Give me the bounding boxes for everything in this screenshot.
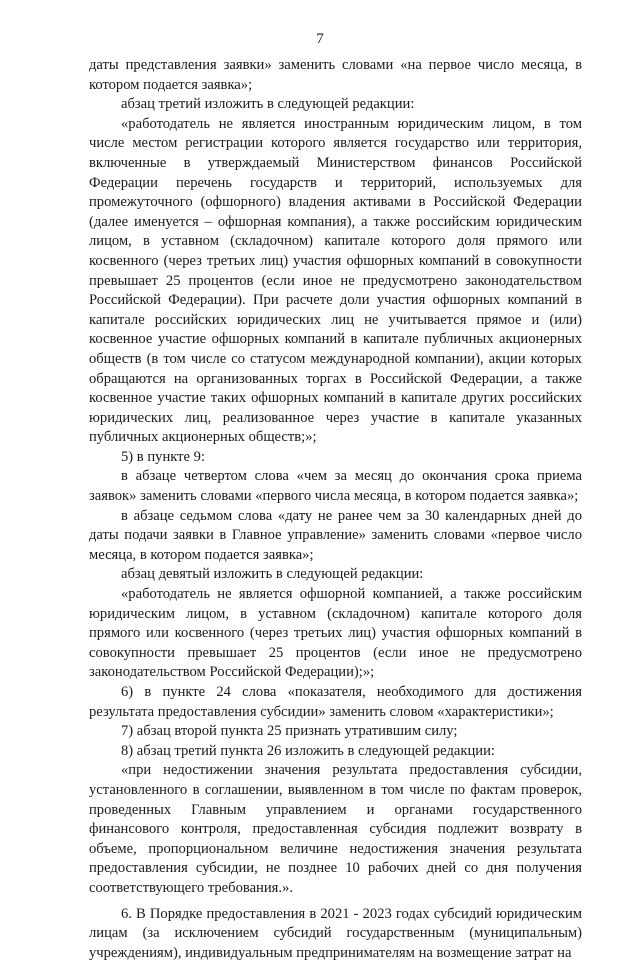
- paragraph: 6. В Порядке предоставления в 2021 - 2023 годах субсидий юридическим лицам (за исключением субсидий государственным (муниципальным) учреждениям), индивидуальным предпринимателям на возмещение затрат на: [89, 905, 582, 961]
- paragraph: абзац третий изложить в следующей редакции:: [121, 96, 415, 113]
- document-body: [89, 56, 582, 963]
- paragraph: «при недостижении значения результата предоставления субсидии, установленного в соглашении, выявленном в том числе по фактам проверок, проведенных Главным управлением и органами государственного финансового контроля, предоставленная субсидия подлежит возврату в объеме, пропорциональном величине недостижения значения результата предоставления субсидии, не позднее 10 рабочих дней со дня получения соответствующего требования.».: [89, 762, 582, 896]
- paragraph: 6) в пункте 24 слова «показателя, необходимого для достижения результата предоставления субсидии» заменить словом «характеристики»;: [89, 684, 582, 720]
- paragraph: абзац девятый изложить в следующей редакции:: [121, 566, 424, 583]
- paragraph: 5) в пункте 9:: [121, 448, 206, 465]
- paragraph: в абзаце седьмом слова «дату не ранее чем за 30 календарных дней до даты подачи заявки в Главное управление» заменить словами «первое число месяца, в котором подается заявка»;: [89, 507, 582, 563]
- paragraph: «работодатель не является офшорной компанией, а также российским юридическим лицом, в уставном (складочном) капитале которого доля прямого или косвенного (через третьих лиц) участия офшорных компаний в совокупности превышает 25 процентов (если иное не предусмотрено законодательством Российской Федерации);»;: [89, 586, 582, 681]
- paragraph: 7) абзац второй пункта 25 признать утратившим силу;: [121, 723, 458, 740]
- page-number: 7: [316, 31, 324, 47]
- paragraph: в абзаце четвертом слова «чем за месяц до окончания срока приема заявок» заменить словами «первого числа месяца, в котором подается заявка»;: [89, 468, 582, 505]
- paragraph: «работодатель не является иностранным юридическим лицом, в том числе местом регистрации которого является государство или территория, включенные в утверждаемый Министерством финансов Российской Федерации перечень государств и территорий, используемых для промежуточного (офшорного) владения активами в Российской Федерации (далее именуется – офшорная компания), а также российским юридическим лицом, в уставном (складочном) капитале которого доля прямого или косвенного (через третьих лиц) участия офшорных компаний в совокупности превышает 25 процентов (если иное не предусмотрено законодательством Российской Федерации). При расчете доли участия офшорных компаний в капитале российских юридических лиц не учитывается прямое и (или) косвенное участие офшорных компаний в капитале публичных акционерных обществ (в том числе со статусом международной компании), акции которых обращаются на организованных торгах в Российской Федерации, а также косвенное участие таких офшорных компаний в капитале других российских юридических лиц, реализованное через участие в капитале указанных публичных акционерных обществ;»;: [89, 115, 582, 446]
- paragraph: даты представления заявки» заменить словами «на первое число месяца, в котором подается заявка»;: [89, 57, 582, 93]
- paragraph: 8) абзац третий пункта 26 изложить в следующей редакции:: [121, 742, 495, 759]
